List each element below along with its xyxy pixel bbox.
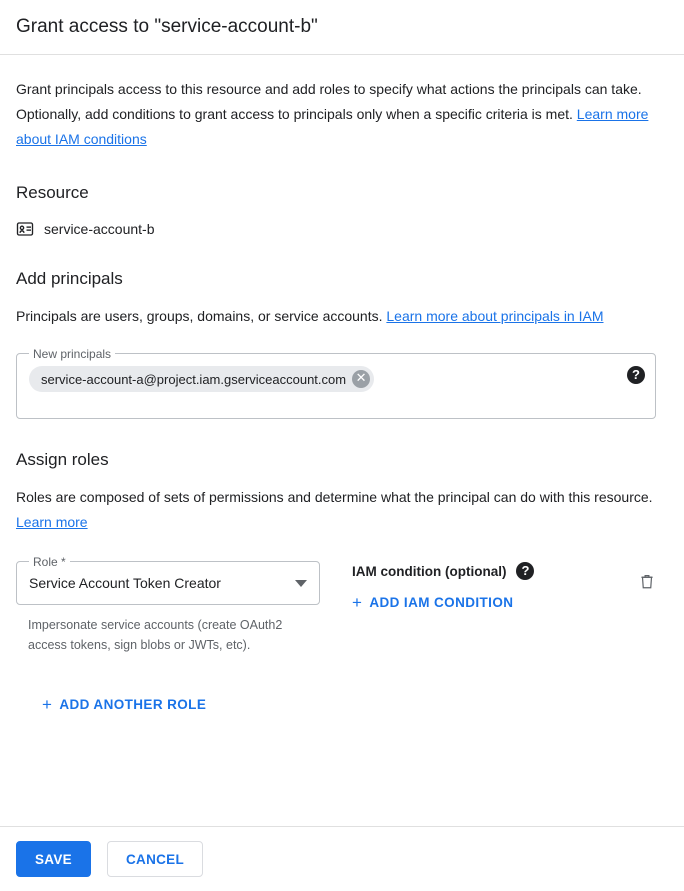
role-description-hint: Impersonate service accounts (create OAuth2 access tokens, sign blobs or JWTs, etc). xyxy=(28,618,283,652)
resource-heading: Resource xyxy=(16,183,89,202)
principals-description xyxy=(16,304,661,329)
iam-condition-column xyxy=(352,561,612,655)
add-another-role-row xyxy=(16,683,668,715)
roles-description-text: Roles are composed of sets of permissions and determine what the principal can do with this resource. xyxy=(16,489,653,505)
resource-row xyxy=(16,220,668,238)
role-select[interactable] xyxy=(16,555,320,605)
role-select-label: Role * xyxy=(29,554,70,570)
new-principals-label: New principals xyxy=(29,346,115,362)
close-icon[interactable]: ✕ xyxy=(352,370,370,388)
role-select-value: Service Account Token Creator xyxy=(29,575,221,591)
principals-in-iam-link[interactable]: Learn more about principals in IAM xyxy=(386,308,604,324)
add-iam-condition-label: ADD IAM CONDITION xyxy=(369,595,514,610)
add-another-role-label: ADD ANOTHER ROLE xyxy=(59,697,207,712)
page-title: Grant access to "service-account-b" xyxy=(16,16,318,37)
role-column xyxy=(16,555,320,655)
add-another-role-button[interactable] xyxy=(42,694,207,714)
intro-paragraph xyxy=(16,77,656,152)
role-row xyxy=(16,555,668,655)
help-icon[interactable]: ? xyxy=(516,562,534,580)
resource-name: service-account-b xyxy=(44,221,155,237)
roles-learn-more-link[interactable]: Learn more xyxy=(16,514,88,530)
cancel-button[interactable]: CANCEL xyxy=(107,841,203,877)
panel-body xyxy=(0,55,684,715)
principals-description-text: Principals are users, groups, domains, or service accounts. xyxy=(16,308,387,324)
add-iam-condition-button[interactable] xyxy=(352,592,514,612)
delete-role-column xyxy=(638,561,656,655)
iam-condition-label: IAM condition (optional) xyxy=(352,563,507,579)
new-principals-field[interactable] xyxy=(16,347,656,419)
save-button[interactable]: SAVE xyxy=(16,841,91,877)
principal-chip-label: service-account-a@project.iam.gserviceaccount.com xyxy=(41,371,347,387)
assign-roles-heading: Assign roles xyxy=(16,450,109,469)
iam-condition-header xyxy=(352,561,612,581)
chevron-down-icon[interactable] xyxy=(295,580,307,587)
help-icon[interactable]: ? xyxy=(627,366,645,384)
plus-icon: + xyxy=(42,694,53,714)
roles-description xyxy=(16,485,656,535)
plus-icon: + xyxy=(352,592,363,612)
panel-footer xyxy=(0,826,684,891)
panel-header xyxy=(0,0,684,55)
trash-icon[interactable] xyxy=(638,571,656,591)
add-principals-heading: Add principals xyxy=(16,269,123,288)
iam-conditions-link[interactable]: Learn more about IAM conditions xyxy=(16,106,649,147)
principal-chip[interactable] xyxy=(29,366,374,392)
service-account-icon xyxy=(16,220,34,238)
intro-text: Grant principals access to this resource and add roles to specify what actions the principals can take. Optionally, add conditions to grant access to principals only when a specific criteria is met. xyxy=(16,81,642,122)
